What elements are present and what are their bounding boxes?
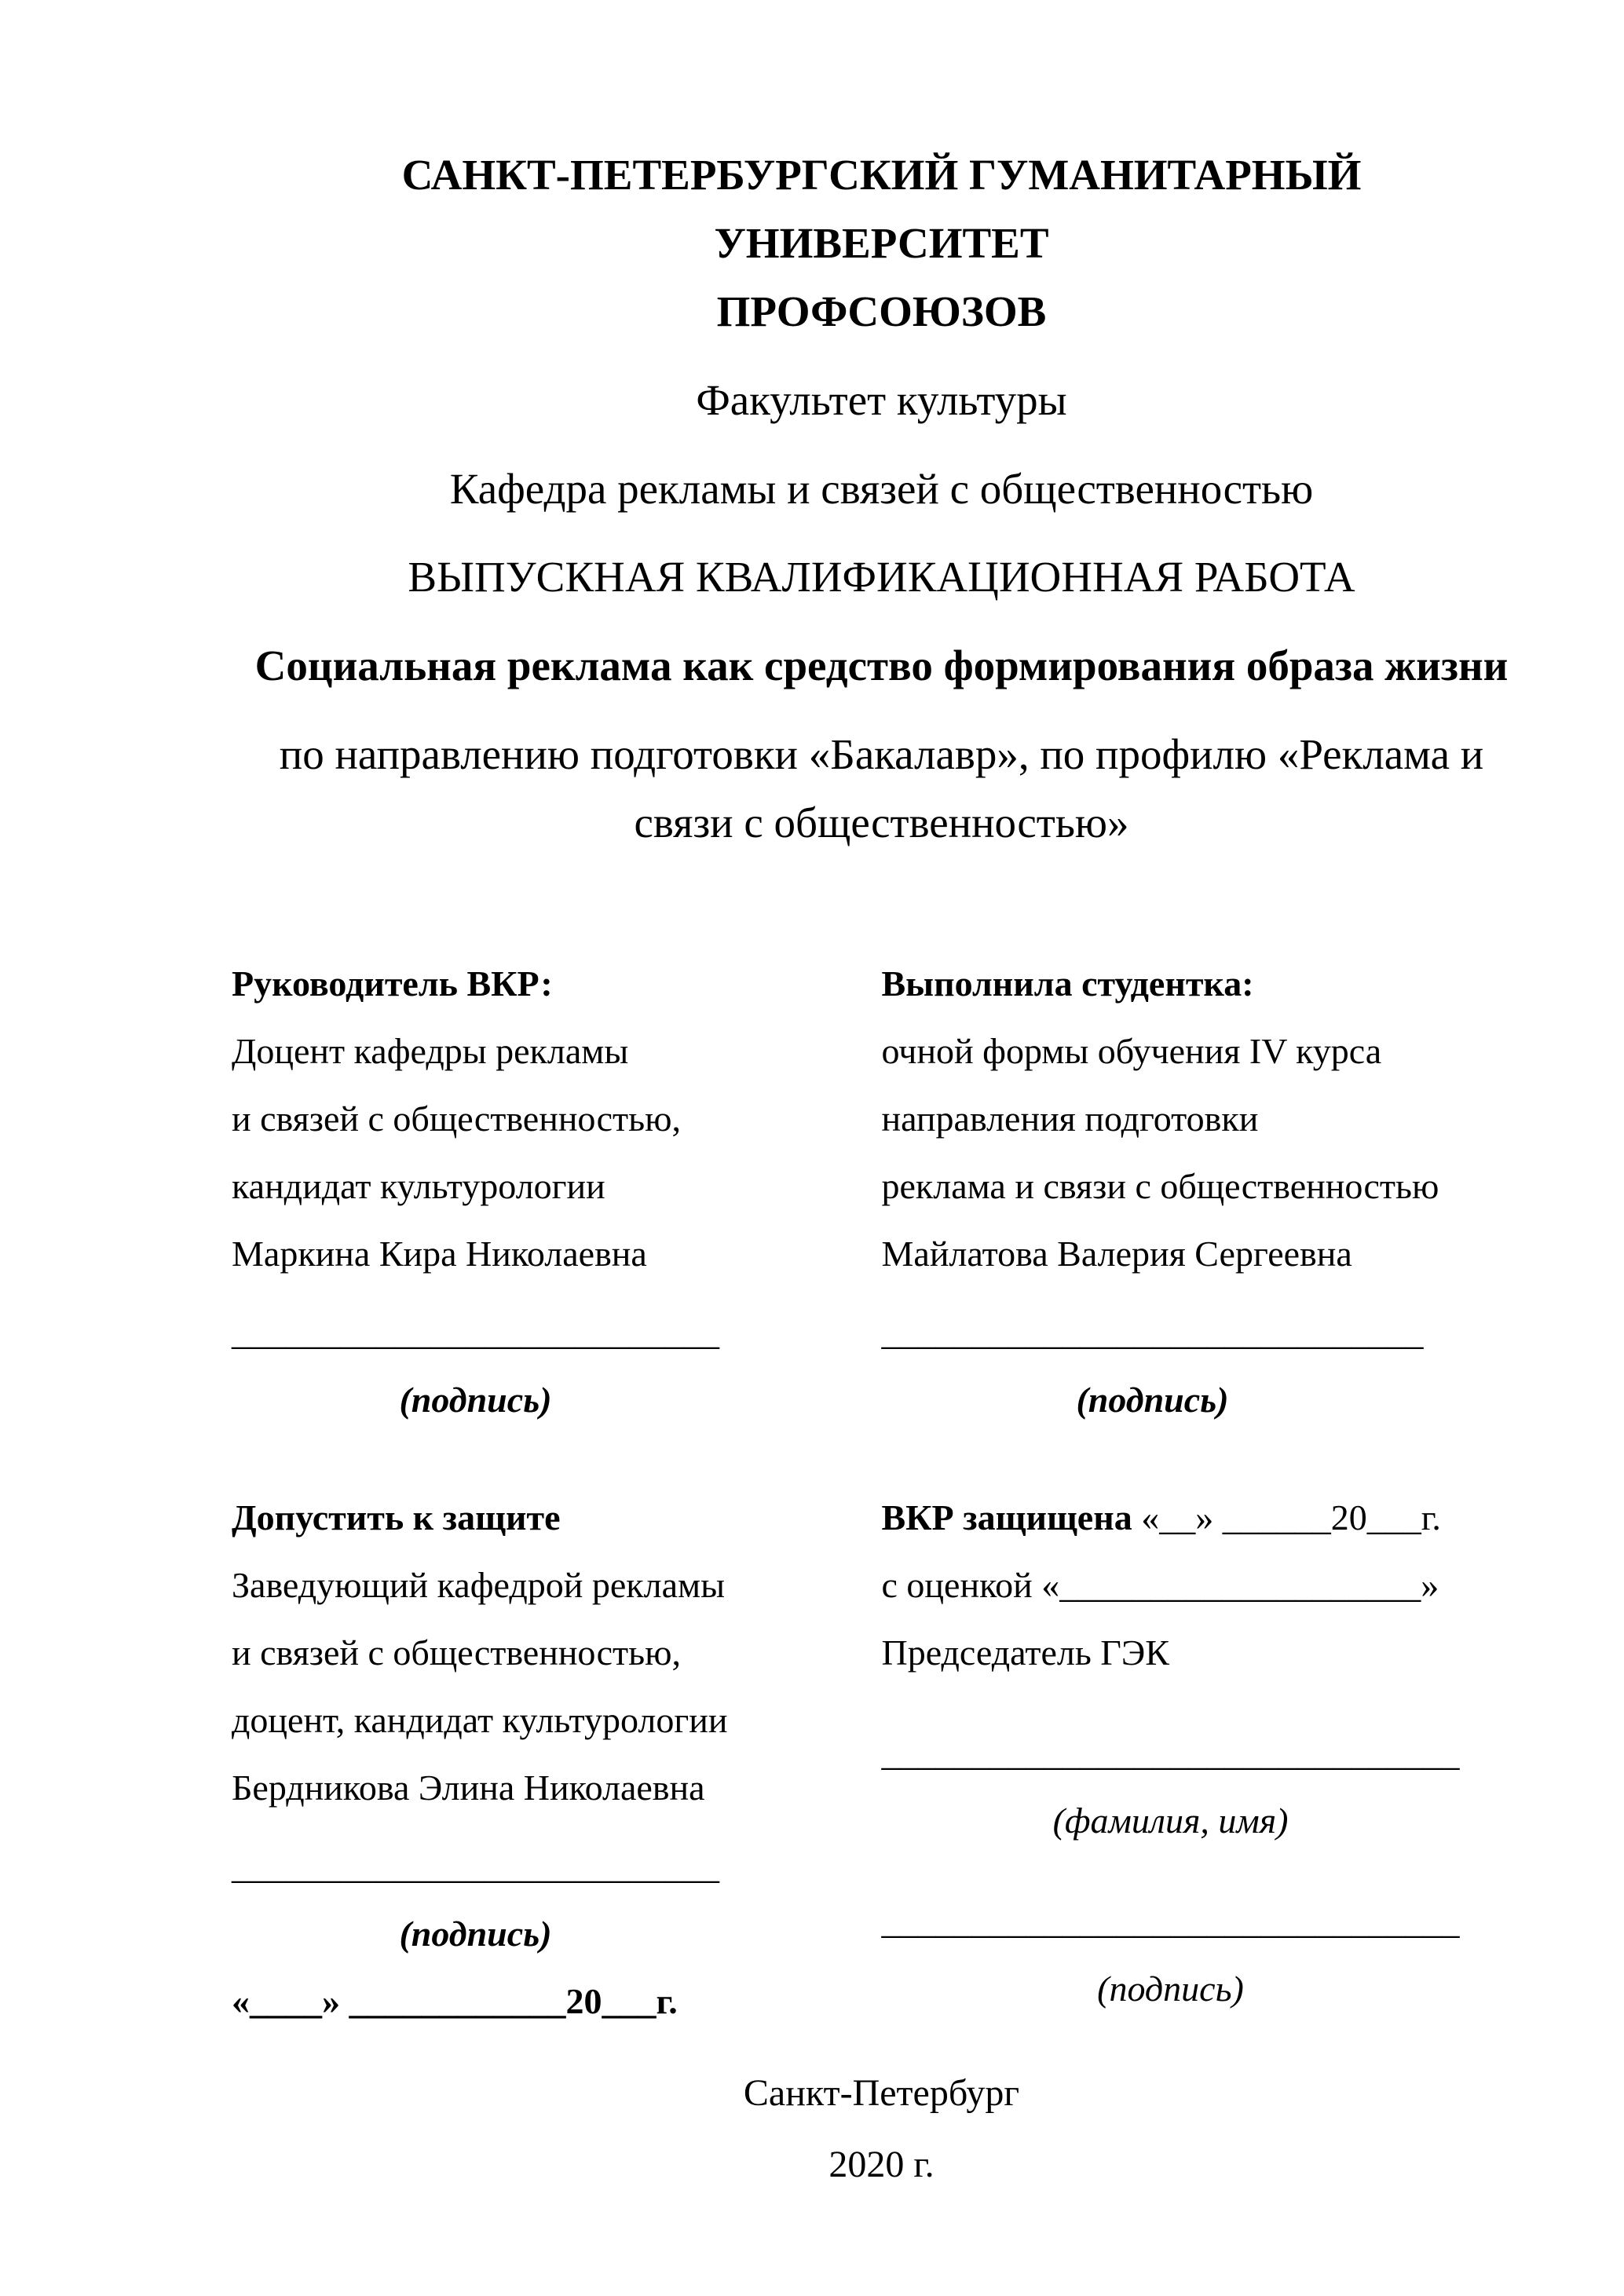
student-block bbox=[882, 950, 1532, 1434]
admission-line: доцент, кандидат культурологии bbox=[232, 1700, 728, 1741]
signature-blank-line: ___________________________ bbox=[232, 1312, 719, 1353]
signature-caption: (подпись) bbox=[399, 1380, 552, 1420]
signature-caption: (подпись) bbox=[1097, 1969, 1244, 2009]
work-type-line: ВЫПУСКНАЯ КВАЛИФИКАЦИОННАЯ РАБОТА bbox=[408, 553, 1355, 601]
signature-blank-line: ________________________________ bbox=[881, 1901, 1460, 1942]
left-column bbox=[232, 950, 882, 2035]
admission-heading: Допустить к защите bbox=[232, 1497, 561, 1538]
admission-date-line: «____» ____________20___г. bbox=[232, 1981, 678, 2022]
signature-blank-line: ___________________________ bbox=[232, 1846, 719, 1887]
supervisor-signature-area bbox=[232, 1299, 719, 1434]
chairman-signature-area bbox=[882, 1888, 1460, 2023]
student-line: направления подготовки bbox=[881, 1099, 1259, 1139]
footer bbox=[232, 2057, 1531, 2200]
department-line: Кафедра рекламы и связей с общественностью bbox=[449, 464, 1314, 513]
thesis-title: Социальная реклама как средство формирования образа жизни bbox=[254, 642, 1509, 690]
program-line: по направлению подготовки «Бакалавр», по профилю «Реклама и связи с общественностью» bbox=[279, 730, 1484, 847]
student-signature-area bbox=[882, 1299, 1424, 1434]
defense-heading-line bbox=[882, 1484, 1532, 1552]
signature-caption: (подпись) bbox=[399, 1914, 552, 1954]
supervisor-line: и связей с общественностью, bbox=[232, 1099, 681, 1139]
supervisor-heading: Руководитель ВКР: bbox=[232, 963, 553, 1004]
signature-columns bbox=[232, 950, 1531, 2035]
right-column bbox=[882, 950, 1532, 2035]
defense-block bbox=[882, 1484, 1532, 2023]
defense-heading-bold: ВКР защищена bbox=[881, 1497, 1132, 1538]
supervisor-line: кандидат культурологии bbox=[232, 1166, 605, 1207]
defense-heading-rest: «__» ______20___г. bbox=[1141, 1497, 1441, 1538]
signature-blank-line: ______________________________ bbox=[881, 1312, 1424, 1353]
footer-city: Санкт-Петербург bbox=[743, 2072, 1020, 2115]
student-heading: Выполнила студентка: bbox=[881, 963, 1254, 1004]
supervisor-line: Доцент кафедры рекламы bbox=[232, 1031, 629, 1072]
student-name: Майлатова Валерия Сергеевна bbox=[881, 1234, 1352, 1274]
supervisor-name: Маркина Кира Николаевна bbox=[232, 1234, 647, 1274]
faculty-line: Факультет культуры bbox=[696, 375, 1067, 424]
title-page-header bbox=[232, 141, 1531, 857]
chairman-name-area bbox=[882, 1720, 1460, 1855]
admission-signature-area bbox=[232, 1833, 719, 1968]
name-caption: (фамилия, имя) bbox=[1052, 1801, 1289, 1841]
defense-chairman-line: Председатель ГЭК bbox=[881, 1632, 1169, 1673]
defense-grade-line: с оценкой «____________________» bbox=[881, 1565, 1439, 1606]
admission-line: Заведующий кафедрой рекламы bbox=[232, 1565, 726, 1606]
footer-year: 2020 г. bbox=[828, 2144, 935, 2186]
university-name-line2: ПРОФСОЮЗОВ bbox=[716, 287, 1047, 335]
student-line: очной формы обучения IV курса bbox=[881, 1031, 1382, 1072]
supervisor-block bbox=[232, 950, 882, 1434]
name-blank-line: ________________________________ bbox=[881, 1733, 1460, 1774]
student-line: реклама и связи с общественностью bbox=[881, 1166, 1439, 1207]
admission-block bbox=[232, 1484, 882, 2035]
university-name-line1: САНКТ-ПЕТЕРБУРГСКИЙ ГУМАНИТАРНЫЙ УНИВЕРСИТЕТ bbox=[401, 151, 1362, 267]
admission-line: и связей с общественностью, bbox=[232, 1632, 681, 1673]
admission-name: Бердникова Элина Николаевна bbox=[232, 1768, 705, 1808]
signature-caption: (подпись) bbox=[1076, 1380, 1229, 1420]
